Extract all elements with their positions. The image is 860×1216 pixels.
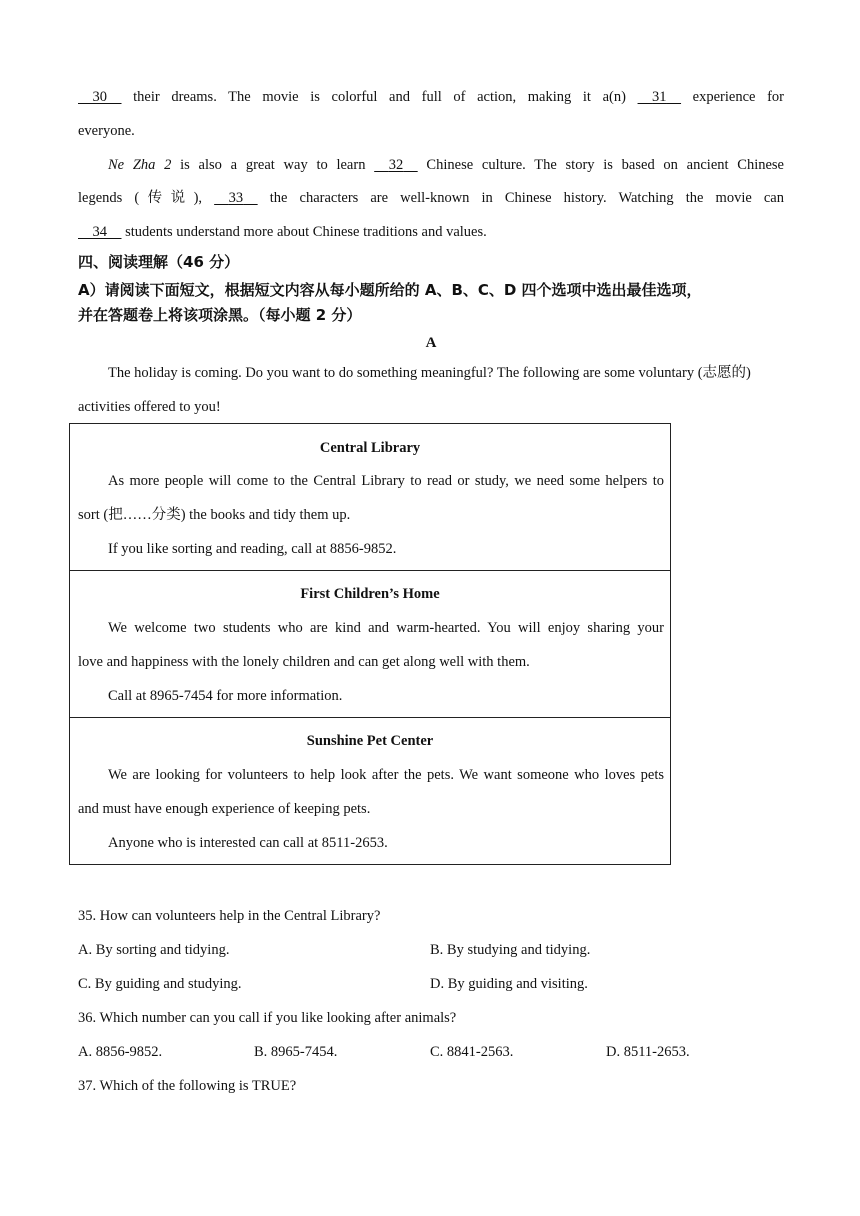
cloze-line-2: everyone. xyxy=(78,123,135,139)
question-36-option-c[interactable]: C. 8841-2563. xyxy=(430,1044,514,1060)
question-36-stem: 36. Which number can you call if you like looking after animals? xyxy=(78,1010,457,1026)
cloze-text: the characters are well-known in Chinese history. Watching the movie can xyxy=(257,190,784,206)
section-instruction-2: 并在答题卷上将该项涂黑。（每小题 2 分） xyxy=(78,306,362,324)
activity-text: sort (把……分类) the books and tidy them up. xyxy=(78,507,351,523)
cloze-line-5 xyxy=(78,222,784,242)
activity-card-children-home xyxy=(70,571,671,718)
blank-30: 30 xyxy=(92,89,107,105)
activity-card-central-library xyxy=(70,424,671,571)
intro-line-2: activities offered to you! xyxy=(78,399,221,415)
activity-contact: Anyone who is interested can call at 8511-2653. xyxy=(108,835,388,851)
cloze-text: Chinese culture. The story is based on ancient Chinese xyxy=(417,157,784,173)
question-36-option-b[interactable]: B. 8965-7454. xyxy=(254,1044,338,1060)
blank-33: 33 xyxy=(228,190,244,206)
activity-text: We are looking for volunteers to help look after the pets. We want someone who loves pets xyxy=(108,767,664,783)
activity-text: and must have enough experience of keeping pets. xyxy=(78,801,371,817)
section-instruction-1: A）请阅读下面短文，根据短文内容从每小题所给的 A、B、C、D 四个选项中选出最佳选项， xyxy=(78,281,702,299)
activity-text: We welcome two students who are kind and warm-hearted. You will enjoy sharing your xyxy=(108,620,664,636)
activity-title: First Children’s Home xyxy=(300,586,440,602)
activity-contact: Call at 8965-7454 for more information. xyxy=(108,688,343,704)
question-36-option-d[interactable]: D. 8511-2653. xyxy=(606,1044,690,1060)
cloze-text: students understand more about Chinese traditions and values. xyxy=(121,224,487,240)
cloze-text: experience for xyxy=(681,89,784,105)
question-35-option-b[interactable]: B. By studying and tidying. xyxy=(430,942,591,958)
cloze-line-4 xyxy=(78,188,784,208)
question-35-option-a[interactable]: A. By sorting and tidying. xyxy=(78,942,230,958)
cloze-line-1 xyxy=(78,87,784,107)
blank-34: 34 xyxy=(92,224,107,240)
activity-title: Central Library xyxy=(319,440,421,456)
passage-label: A xyxy=(425,335,437,351)
cloze-text: legends (传说), xyxy=(78,190,215,206)
question-37-stem: 37. Which of the following is TRUE? xyxy=(78,1078,297,1094)
question-35-option-d[interactable]: D. By guiding and visiting. xyxy=(430,976,588,992)
activity-text: As more people will come to the Central Library to read or study, we need some helpers to xyxy=(108,473,664,489)
question-35-option-c[interactable]: C. By guiding and studying. xyxy=(78,976,242,992)
cloze-text: their dreams. The movie is colorful and full of action, making it a(n) xyxy=(121,89,638,105)
activity-card-pet-center xyxy=(70,718,671,865)
question-36-option-a[interactable]: A. 8856-9852. xyxy=(78,1044,163,1060)
activity-title: Sunshine Pet Center xyxy=(306,733,434,749)
section-heading: 四、阅读理解（46 分） xyxy=(78,253,240,271)
activity-text: love and happiness with the lonely children and can get along well with them. xyxy=(78,654,530,670)
cloze-line-3 xyxy=(108,155,784,175)
intro-line-1: The holiday is coming. Do you want to do something meaningful? The following are some voluntary (志愿的) xyxy=(108,365,751,381)
activity-contact: If you like sorting and reading, call at 8856-9852. xyxy=(108,541,397,557)
question-35-stem: 35. How can volunteers help in the Central Library? xyxy=(78,908,381,924)
cloze-text: is also a great way to learn xyxy=(171,157,375,173)
blank-31: 31 xyxy=(652,89,667,105)
activities-table xyxy=(69,423,671,865)
movie-title: Ne Zha 2 xyxy=(108,157,172,173)
blank-32: 32 xyxy=(388,157,404,173)
